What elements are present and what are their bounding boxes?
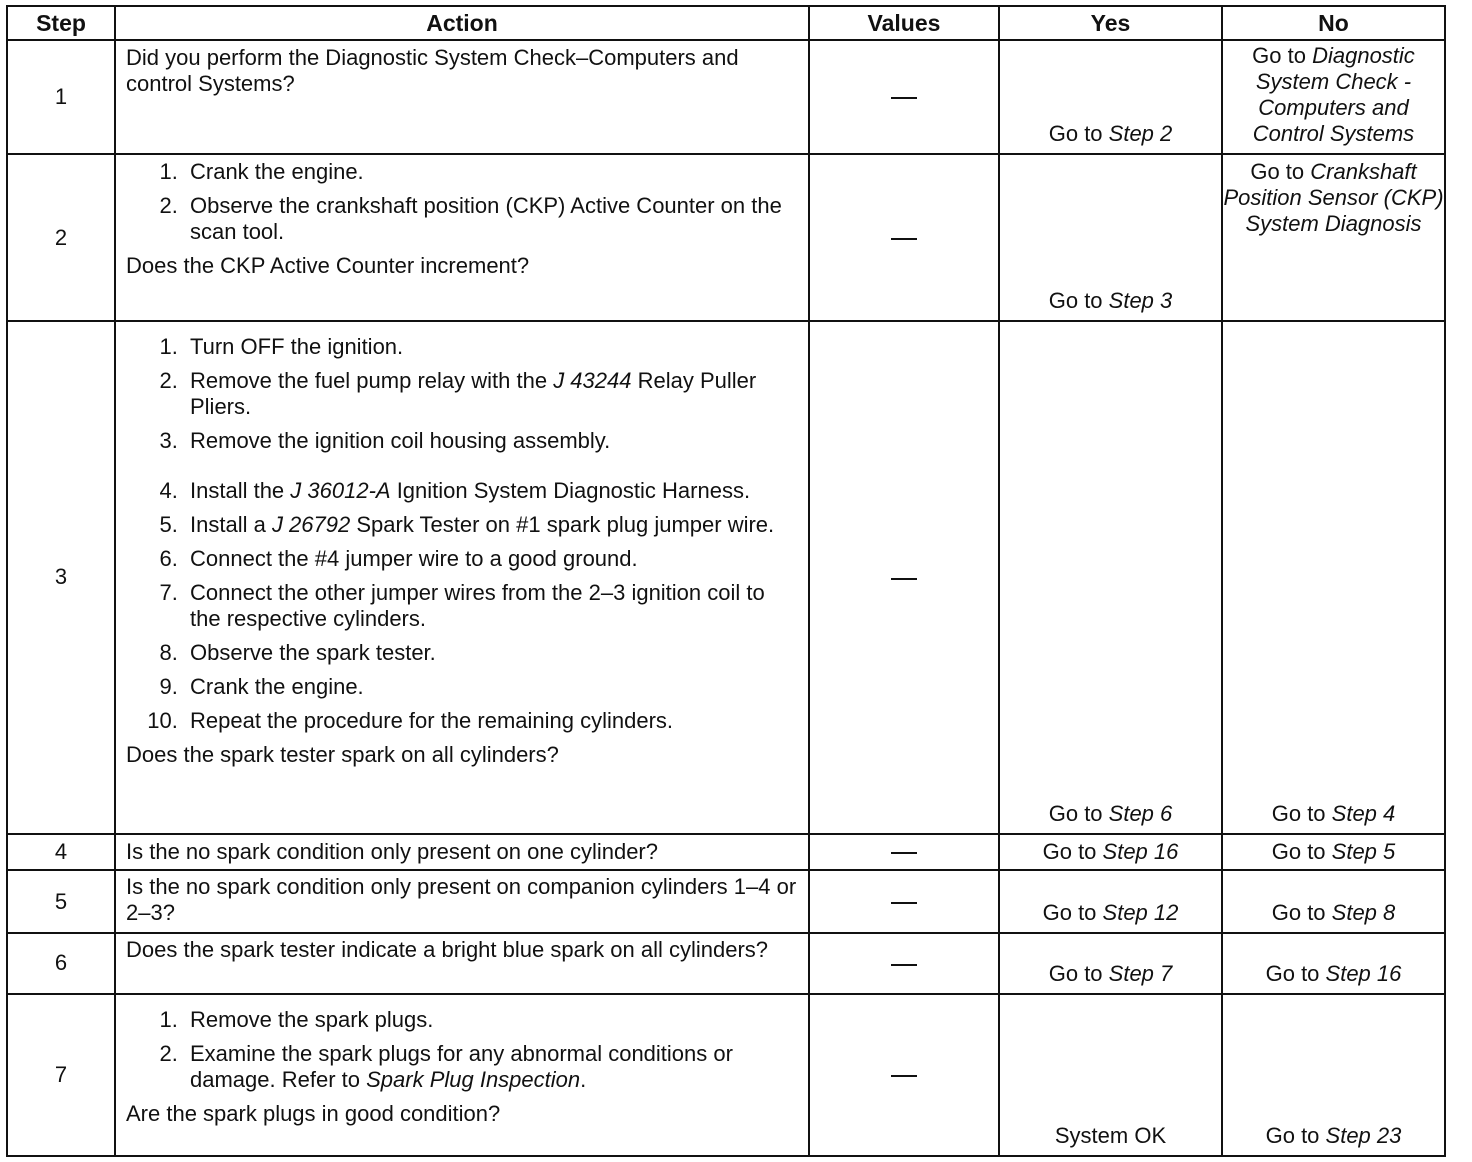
- table-row: [7, 154, 1445, 320]
- values-cell: [809, 933, 999, 993]
- yes-cell[interactable]: Go to Step 6: [999, 321, 1222, 834]
- step-number: 3: [7, 321, 115, 834]
- step-number: 7: [7, 994, 115, 1156]
- step-link[interactable]: Step 3: [1108, 287, 1173, 313]
- action-question: Did you perform the Diagnostic System Check–Computers and control Systems?: [126, 45, 739, 96]
- header-yes: Yes: [999, 6, 1222, 40]
- diagnostic-table: [6, 5, 1446, 1157]
- no-cell[interactable]: Go to Step 5: [1222, 834, 1445, 870]
- step-link[interactable]: Step 16: [1102, 839, 1179, 865]
- no-cell[interactable]: Go to Step 23: [1222, 994, 1445, 1156]
- system-ok-text: System OK: [1054, 1123, 1167, 1148]
- dash-mark: [891, 97, 917, 99]
- dash-mark: [891, 852, 917, 854]
- no-cell[interactable]: Go to Step 4: [1222, 321, 1445, 834]
- step-number: 5: [7, 870, 115, 933]
- action-cell: [115, 40, 809, 154]
- action-list: [126, 1007, 798, 1093]
- values-cell: [809, 321, 999, 834]
- action-item: 2. Remove the fuel pump relay with the J 43244 Relay Puller Pliers.: [184, 368, 798, 420]
- action-cell: [115, 834, 809, 870]
- action-cell: [115, 933, 809, 993]
- action-cell: [115, 994, 809, 1156]
- action-question: Is the no spark condition only present on companion cylinders 1–4 or 2–3?: [126, 874, 797, 926]
- action-cell: [115, 154, 809, 320]
- tool-number: J 26792: [271, 511, 351, 537]
- action-item: 1. Remove the spark plugs.: [184, 1007, 798, 1033]
- no-cell[interactable]: Go to Step 8: [1222, 870, 1445, 933]
- table-row: [7, 994, 1445, 1156]
- action-item: 2. Observe the crankshaft position (CKP) Active Counter on the scan tool.: [184, 193, 798, 245]
- action-list: [126, 159, 798, 245]
- values-cell: [809, 994, 999, 1156]
- yes-cell[interactable]: Go to Step 7: [999, 933, 1222, 993]
- no-cell[interactable]: Go to Crankshaft Position Sensor (CKP) System Diagnosis: [1222, 154, 1445, 320]
- action-question: Are the spark plugs in good condition?: [126, 1100, 501, 1126]
- header-no: No: [1222, 6, 1445, 40]
- step-link[interactable]: Step 8: [1331, 900, 1396, 926]
- header-values: Values: [809, 6, 999, 40]
- action-list: [126, 334, 798, 734]
- yes-cell[interactable]: Go to Step 16: [999, 834, 1222, 870]
- yes-cell[interactable]: Go to Step 2: [999, 40, 1222, 154]
- action-item: 7. Connect the other jumper wires from the 2–3 ignition coil to the respective cylinders.: [184, 580, 798, 632]
- step-number: 6: [7, 933, 115, 993]
- procedure-link[interactable]: Crankshaft Position Sensor (CKP) System Diagnosis: [1223, 159, 1444, 237]
- step-link[interactable]: Step 23: [1325, 1123, 1402, 1148]
- procedure-link[interactable]: Spark Plug Inspection: [366, 1066, 581, 1092]
- action-cell: [115, 870, 809, 933]
- table-row: [7, 834, 1445, 870]
- table-row: [7, 321, 1445, 834]
- step-link[interactable]: Step 4: [1331, 801, 1396, 827]
- action-item: 5. Install a J 26792 Spark Tester on #1 spark plug jumper wire.: [184, 512, 798, 538]
- step-link[interactable]: Step 12: [1102, 900, 1179, 926]
- values-cell: [809, 834, 999, 870]
- dash-mark: [891, 964, 917, 966]
- action-item: 4. Install the J 36012-A Ignition System Diagnostic Harness.: [184, 478, 798, 504]
- step-link[interactable]: Step 2: [1108, 121, 1173, 147]
- action-question: Is the no spark condition only present on one cylinder?: [126, 839, 658, 865]
- action-item: 8. Observe the spark tester.: [184, 640, 798, 666]
- action-question: Does the CKP Active Counter increment?: [126, 253, 530, 279]
- action-item: 1. Turn OFF the ignition.: [184, 334, 798, 360]
- step-number: 2: [7, 154, 115, 320]
- yes-cell[interactable]: Go to Step 12: [999, 870, 1222, 933]
- action-item: 9. Crank the engine.: [184, 674, 798, 700]
- values-cell: [809, 40, 999, 154]
- action-cell: [115, 321, 809, 834]
- dash-mark: [891, 578, 917, 580]
- yes-cell: [999, 994, 1222, 1156]
- action-item: 1. Crank the engine.: [184, 159, 798, 185]
- yes-cell[interactable]: Go to Step 3: [999, 154, 1222, 320]
- step-number: 4: [7, 834, 115, 870]
- step-link[interactable]: Step 6: [1108, 801, 1173, 827]
- action-item: 2. Examine the spark plugs for any abnormal conditions or damage. Refer to Spark Plug Inspection.: [184, 1041, 798, 1093]
- step-link[interactable]: Step 16: [1325, 960, 1402, 986]
- dash-mark: [891, 1075, 917, 1077]
- values-cell: [809, 870, 999, 933]
- header-step: Step: [7, 6, 115, 40]
- action-item: 3. Remove the ignition coil housing assembly.: [184, 428, 798, 454]
- no-cell[interactable]: Go to Step 16: [1222, 933, 1445, 993]
- header-row: [7, 6, 1445, 40]
- action-item: 6. Connect the #4 jumper wire to a good ground.: [184, 546, 798, 572]
- procedure-link[interactable]: Diagnostic System Check - Computers and Control Systems: [1252, 43, 1415, 147]
- table-row: [7, 40, 1445, 154]
- tool-number: J 43244: [553, 367, 632, 393]
- table-row: [7, 870, 1445, 933]
- step-link[interactable]: Step 7: [1108, 960, 1173, 986]
- no-cell[interactable]: Go to Diagnostic System Check - Computers and Control Systems: [1222, 40, 1445, 154]
- action-question: Does the spark tester spark on all cylinders?: [126, 741, 559, 767]
- dash-mark: [891, 902, 917, 904]
- header-action: Action: [115, 6, 809, 40]
- values-cell: [809, 154, 999, 320]
- action-item: 10. Repeat the procedure for the remaining cylinders.: [184, 708, 798, 734]
- action-question: Does the spark tester indicate a bright blue spark on all cylinders?: [126, 937, 769, 963]
- dash-mark: [891, 238, 917, 240]
- table-row: [7, 933, 1445, 993]
- tool-number: J 36012-A: [290, 477, 391, 503]
- step-number: 1: [7, 40, 115, 154]
- step-link[interactable]: Step 5: [1331, 839, 1396, 865]
